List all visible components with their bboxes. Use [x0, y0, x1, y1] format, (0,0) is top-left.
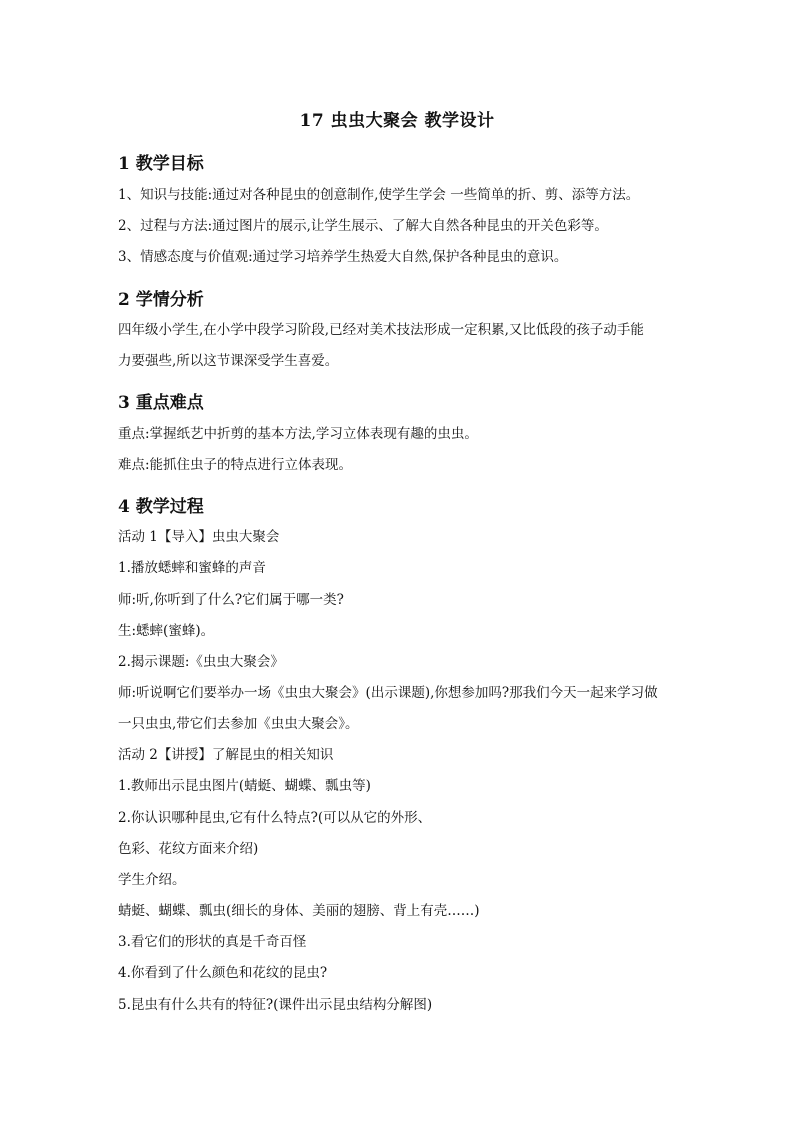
- section-heading-analysis: 2 学情分析: [118, 290, 204, 310]
- paragraph-line: 活动 1【导入】虫虫大聚会: [118, 529, 280, 545]
- paragraph-line: 1、知识与技能:通过对各种昆虫的创意制作,使学生学会 一些简单的折、剪、添等方法。: [118, 187, 640, 203]
- paragraph-line: 4.你看到了什么颜色和花纹的昆虫?: [118, 965, 328, 981]
- paragraph-line: 一只虫虫,带它们去参加《虫虫大聚会》。: [118, 716, 359, 732]
- paragraph-line: 2.揭示课题:《虫虫大聚会》: [118, 654, 284, 670]
- paragraph-line: 2.你认识哪种昆虫,它有什么特点?(可以从它的外形、: [118, 810, 432, 826]
- section-heading-process: 4 教学过程: [118, 497, 204, 517]
- paragraph-line: 重点:掌握纸艺中折剪的基本方法,学习立体表现有趣的虫虫。: [118, 426, 478, 442]
- paragraph-line: 四年级小学生,在小学中段学习阶段,已经对美术技法形成一定积累,又比低段的孩子动手能: [118, 322, 644, 338]
- paragraph-line: 力要强些,所以这节课深受学生喜爱。: [118, 353, 339, 369]
- section-heading-objectives: 1 教学目标: [118, 154, 204, 174]
- paragraph-line: 色彩、花纹方面来介绍): [118, 841, 259, 857]
- paragraph-line: 蜻蜓、蝴蝶、瓢虫(细长的身体、美丽的翅膀、背上有壳……): [118, 903, 480, 919]
- paragraph-line: 活动 2【讲授】了解昆虫的相关知识: [118, 747, 334, 763]
- paragraph-line: 3、情感态度与价值观:通过学习培养学生热爱大自然,保护各种昆虫的意识。: [118, 249, 568, 265]
- document-title: 17 虫虫大聚会 教学设计: [299, 111, 495, 131]
- paragraph-line: 生:蟋蟀(蜜蜂)。: [118, 623, 215, 639]
- paragraph-line: 师:听说啊它们要举办一场《虫虫大聚会》(出示课题),你想参加吗?那我们今天一起来学习做: [118, 685, 658, 701]
- paragraph-line: 难点:能抓住虫子的特点进行立体表现。: [118, 457, 353, 473]
- paragraph-line: 学生介绍。: [118, 872, 186, 888]
- paragraph-line: 2、过程与方法:通过图片的展示,让学生展示、了解大自然各种昆虫的开关色彩等。: [118, 218, 608, 234]
- paragraph-line: 1.教师出示昆虫图片(蜻蜓、蝴蝶、瓢虫等): [118, 778, 371, 794]
- paragraph-line: 1.播放蟋蟀和蜜蜂的声音: [118, 560, 266, 576]
- section-heading-key-points: 3 重点难点: [118, 393, 204, 413]
- paragraph-line: 师:听,你听到了什么?它们属于哪一类?: [118, 592, 344, 608]
- paragraph-line: 3.看它们的形状的真是千奇百怪: [118, 934, 307, 950]
- paragraph-line: 5.昆虫有什么共有的特征?(课件出示昆虫结构分解图): [118, 997, 433, 1013]
